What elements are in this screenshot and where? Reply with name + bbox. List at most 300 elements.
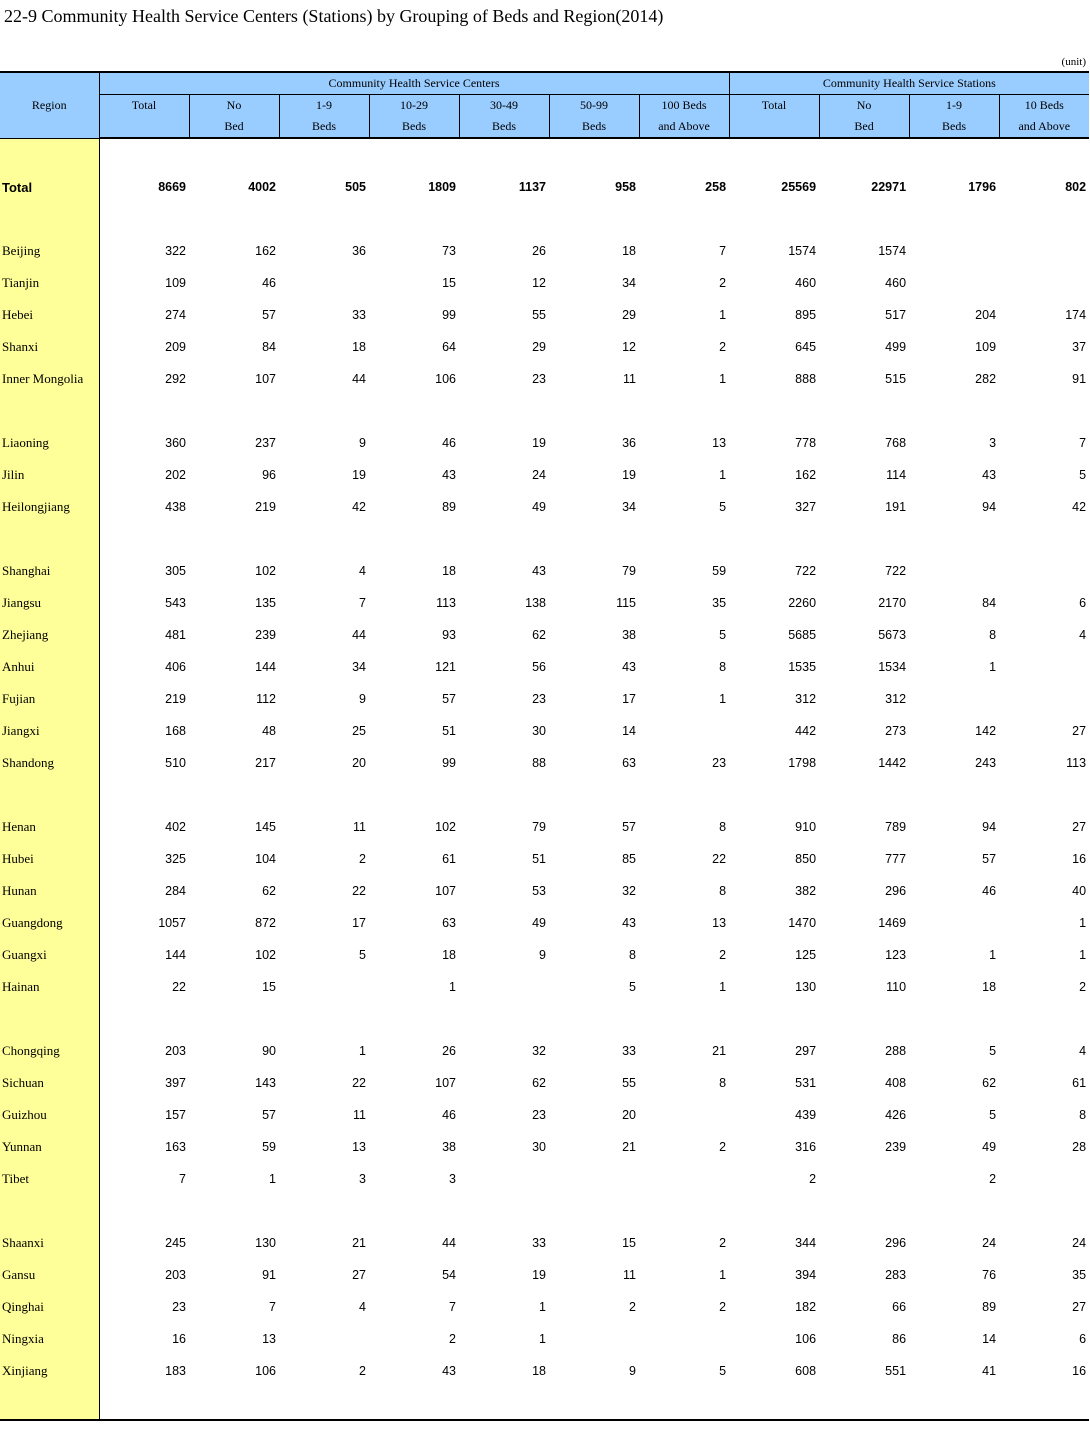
region-cell: Gansu <box>0 1259 99 1291</box>
region-cell: Guangdong <box>0 907 99 939</box>
value-cell: 86 <box>892 1332 907 1346</box>
value-cell: 94 <box>982 500 997 514</box>
value-cell: 4002 <box>248 180 276 194</box>
column-header-line2 <box>730 116 819 137</box>
value-cell: 49 <box>982 1140 997 1154</box>
region-cell: Hubei <box>0 843 99 875</box>
value-cell <box>909 138 999 171</box>
value-cell: 2170 <box>878 596 907 610</box>
value-cell <box>729 395 819 427</box>
value-cell: 1535 <box>788 660 817 674</box>
value-cell: 99 <box>442 756 456 770</box>
value-cell: 258 <box>705 180 727 194</box>
value-cell: 322 <box>165 244 186 258</box>
value-cell: 1 <box>989 948 997 962</box>
value-cell <box>909 1195 999 1227</box>
value-cell: 20 <box>622 1108 636 1122</box>
value-cell: 13 <box>712 436 727 450</box>
value-cell: 36 <box>622 436 636 450</box>
value-cell: 5673 <box>878 628 907 642</box>
value-cell: 84 <box>262 340 276 354</box>
value-cell: 5 <box>1079 468 1087 482</box>
value-cell: 1 <box>719 468 727 482</box>
value-cell: 8 <box>719 1076 727 1090</box>
value-cell: 57 <box>622 820 636 834</box>
value-cell: 202 <box>165 468 186 482</box>
value-cell <box>549 779 639 811</box>
column-header-line2: Beds <box>582 119 606 133</box>
value-cell: 135 <box>255 596 276 610</box>
value-cell: 144 <box>255 660 276 674</box>
value-cell: 33 <box>532 1236 546 1250</box>
value-cell <box>819 779 909 811</box>
value-cell: 408 <box>885 1076 907 1090</box>
value-cell <box>459 779 549 811</box>
value-cell: 21 <box>712 1044 727 1058</box>
column-header-line1: No <box>856 98 872 112</box>
column-header-line1: Total <box>761 98 787 112</box>
value-cell: 203 <box>165 1268 186 1282</box>
value-cell: 30 <box>532 1140 546 1154</box>
value-cell <box>639 1099 729 1131</box>
value-cell: 217 <box>255 756 276 770</box>
value-cell <box>99 1003 189 1035</box>
value-cell: 18 <box>442 564 456 578</box>
value-cell: 29 <box>622 308 636 322</box>
region-cell: Tibet <box>0 1163 99 1195</box>
value-cell: 1 <box>359 1044 366 1058</box>
value-cell: 19 <box>622 468 636 482</box>
column-header-line1: 10-29 <box>400 98 428 112</box>
value-cell <box>909 907 999 939</box>
value-cell <box>819 523 909 555</box>
value-cell: 34 <box>622 276 636 290</box>
value-cell: 26 <box>442 1044 456 1058</box>
table-row <box>0 491 1089 523</box>
value-cell: 48 <box>262 724 276 738</box>
value-cell: 18 <box>352 340 366 354</box>
value-cell: 38 <box>622 628 636 642</box>
value-cell <box>459 138 549 171</box>
region-cell: Henan <box>0 811 99 843</box>
table-row <box>0 299 1089 331</box>
value-cell <box>999 203 1089 235</box>
column-header <box>459 95 549 139</box>
value-cell <box>729 203 819 235</box>
value-cell: 62 <box>532 628 546 642</box>
value-cell: 16 <box>1072 852 1087 866</box>
value-cell: 40 <box>1072 884 1087 898</box>
column-header-line2: Beds <box>402 119 426 133</box>
value-cell: 84 <box>982 596 997 610</box>
value-cell: 22 <box>352 884 366 898</box>
value-cell: 1 <box>719 308 727 322</box>
value-cell <box>279 267 369 299</box>
value-cell: 35 <box>1072 1268 1087 1282</box>
value-cell: 44 <box>442 1236 456 1250</box>
value-cell: 8 <box>989 628 997 642</box>
value-cell: 34 <box>352 660 366 674</box>
value-cell <box>639 1387 729 1420</box>
value-cell: 5 <box>989 1108 997 1122</box>
value-cell: 1 <box>539 1300 546 1314</box>
region-cell: Fujian <box>0 683 99 715</box>
value-cell: 23 <box>172 1300 186 1314</box>
spacer-row <box>0 395 1089 427</box>
value-cell: 9 <box>629 1364 636 1378</box>
value-cell <box>459 395 549 427</box>
value-cell: 90 <box>262 1044 276 1058</box>
value-cell: 76 <box>982 1268 997 1282</box>
column-header <box>999 95 1089 139</box>
value-cell: 1796 <box>968 180 997 194</box>
value-cell: 12 <box>622 340 636 354</box>
value-cell <box>459 203 549 235</box>
value-cell <box>909 203 999 235</box>
value-cell: 113 <box>1066 756 1087 770</box>
value-cell: 778 <box>795 436 817 450</box>
value-cell: 43 <box>982 468 997 482</box>
value-cell <box>549 1387 639 1420</box>
value-cell: 96 <box>262 468 276 482</box>
value-cell <box>279 203 369 235</box>
value-cell <box>999 1163 1089 1195</box>
value-cell: 1469 <box>878 916 907 930</box>
value-cell <box>369 1387 459 1420</box>
region-header: Region <box>0 72 99 138</box>
region-cell <box>0 523 99 555</box>
value-cell: 107 <box>435 884 456 898</box>
value-cell: 12 <box>532 276 546 290</box>
value-cell: 49 <box>532 916 546 930</box>
value-cell: 3 <box>359 1172 366 1186</box>
value-cell: 296 <box>885 884 907 898</box>
value-cell: 174 <box>1065 308 1087 322</box>
value-cell: 14 <box>982 1332 997 1346</box>
value-cell: 34 <box>622 500 636 514</box>
value-cell: 2 <box>809 1172 817 1186</box>
value-cell <box>279 779 369 811</box>
value-cell: 61 <box>1072 1076 1087 1090</box>
value-cell: 608 <box>795 1364 817 1378</box>
table-row <box>0 715 1089 747</box>
value-cell: 1 <box>449 980 456 994</box>
region-cell: Jiangxi <box>0 715 99 747</box>
value-cell: 438 <box>165 500 186 514</box>
value-cell: 13 <box>712 916 727 930</box>
region-cell: Tianjin <box>0 267 99 299</box>
column-header <box>189 95 279 139</box>
value-cell: 43 <box>622 660 636 674</box>
region-cell: Chongqing <box>0 1035 99 1067</box>
value-cell: 7 <box>1079 436 1087 450</box>
value-cell: 85 <box>622 852 636 866</box>
value-cell: 2 <box>1079 980 1087 994</box>
value-cell <box>189 1195 279 1227</box>
region-cell: Ningxia <box>0 1323 99 1355</box>
value-cell <box>999 138 1089 171</box>
value-cell: 325 <box>165 852 186 866</box>
value-cell: 44 <box>352 372 366 386</box>
value-cell: 204 <box>975 308 997 322</box>
value-cell: 219 <box>165 692 186 706</box>
value-cell: 79 <box>622 564 636 578</box>
value-cell <box>369 395 459 427</box>
table-row <box>0 363 1089 395</box>
column-header-line1: No <box>226 98 242 112</box>
centers-group-header: Community Health Service Centers <box>99 72 729 95</box>
region-cell: Zhejiang <box>0 619 99 651</box>
value-cell: 73 <box>442 244 456 258</box>
value-cell: 1 <box>719 372 727 386</box>
value-cell: 5 <box>719 628 727 642</box>
value-cell: 510 <box>165 756 186 770</box>
value-cell <box>99 203 189 235</box>
value-cell: 24 <box>532 468 546 482</box>
value-cell: 91 <box>262 1268 276 1282</box>
value-cell: 106 <box>795 1332 817 1346</box>
stations-group-header: Community Health Service Stations <box>729 72 1089 95</box>
value-cell: 89 <box>442 500 456 514</box>
value-cell: 7 <box>719 244 727 258</box>
page-title: 22-9 Community Health Service Centers (Stations) by Grouping of Beds and Region(2014) <box>4 6 664 26</box>
value-cell: 157 <box>165 1108 186 1122</box>
value-cell <box>549 1003 639 1035</box>
value-cell: 239 <box>255 628 276 642</box>
value-cell: 499 <box>885 340 907 354</box>
region-cell: Sichuan <box>0 1067 99 1099</box>
value-cell: 43 <box>442 468 456 482</box>
region-cell: Shaanxi <box>0 1227 99 1259</box>
value-cell: 32 <box>532 1044 546 1058</box>
value-cell: 28 <box>1072 1140 1087 1154</box>
value-cell: 1 <box>539 1332 546 1346</box>
value-cell: 57 <box>442 692 456 706</box>
spacer-row <box>0 523 1089 555</box>
value-cell: 2 <box>719 1140 727 1154</box>
value-cell <box>189 779 279 811</box>
value-cell: 46 <box>262 276 276 290</box>
value-cell: 645 <box>795 340 817 354</box>
value-cell: 442 <box>795 724 817 738</box>
value-cell: 46 <box>442 1108 456 1122</box>
value-cell: 62 <box>262 884 276 898</box>
value-cell: 789 <box>885 820 907 834</box>
value-cell: 11 <box>353 820 366 834</box>
region-cell: Guangxi <box>0 939 99 971</box>
value-cell <box>99 138 189 171</box>
value-cell: 344 <box>795 1236 817 1250</box>
value-cell: 327 <box>795 500 817 514</box>
value-cell: 63 <box>442 916 456 930</box>
value-cell: 6 <box>1079 1332 1087 1346</box>
column-header <box>909 95 999 139</box>
value-cell: 1470 <box>788 916 817 930</box>
table-row <box>0 1291 1089 1323</box>
value-cell: 138 <box>525 596 546 610</box>
region-cell <box>0 203 99 235</box>
value-cell: 2 <box>449 1332 456 1346</box>
value-cell: 107 <box>255 372 276 386</box>
value-cell: 219 <box>255 500 276 514</box>
value-cell: 25569 <box>781 180 817 194</box>
value-cell: 64 <box>442 340 456 354</box>
value-cell: 27 <box>1072 820 1087 834</box>
value-cell: 2 <box>719 1300 727 1314</box>
value-cell: 44 <box>352 628 366 642</box>
value-cell: 768 <box>885 436 907 450</box>
value-cell: 5 <box>359 948 366 962</box>
value-cell <box>639 138 729 171</box>
value-cell <box>369 779 459 811</box>
value-cell: 910 <box>795 820 817 834</box>
value-cell: 2 <box>719 1236 727 1250</box>
value-cell: 49 <box>532 500 546 514</box>
value-cell: 872 <box>255 916 276 930</box>
value-cell: 245 <box>165 1236 186 1250</box>
spacer-row <box>0 1003 1089 1035</box>
value-cell: 243 <box>975 756 997 770</box>
value-cell <box>459 1163 549 1195</box>
value-cell: 63 <box>622 756 636 770</box>
value-cell: 57 <box>262 1108 276 1122</box>
value-cell: 20 <box>352 756 366 770</box>
value-cell: 130 <box>255 1236 276 1250</box>
value-cell: 114 <box>886 468 907 482</box>
spacer-row <box>0 1195 1089 1227</box>
value-cell: 2 <box>629 1300 636 1314</box>
value-cell: 18 <box>982 980 997 994</box>
value-cell: 56 <box>532 660 546 674</box>
value-cell: 6 <box>1079 596 1087 610</box>
table-row <box>0 1035 1089 1067</box>
value-cell <box>639 1003 729 1035</box>
value-cell: 4 <box>359 564 366 578</box>
value-cell: 2 <box>359 1364 366 1378</box>
value-cell: 54 <box>442 1268 456 1282</box>
value-cell: 505 <box>345 180 366 194</box>
value-cell: 543 <box>165 596 186 610</box>
value-cell: 1137 <box>518 180 546 194</box>
value-cell: 312 <box>885 692 907 706</box>
value-cell: 109 <box>975 340 997 354</box>
value-cell: 209 <box>165 340 186 354</box>
value-cell: 14 <box>622 724 636 738</box>
value-cell <box>909 395 999 427</box>
column-header-line1: 50-99 <box>580 98 608 112</box>
value-cell: 1 <box>719 692 727 706</box>
value-cell: 43 <box>622 916 636 930</box>
value-cell <box>99 1195 189 1227</box>
table-row <box>0 427 1089 459</box>
value-cell: 113 <box>436 596 456 610</box>
value-cell <box>819 395 909 427</box>
value-cell: 191 <box>885 500 907 514</box>
region-cell: Jiangsu <box>0 587 99 619</box>
value-cell <box>819 1163 909 1195</box>
column-header <box>279 95 369 139</box>
value-cell: 107 <box>435 1076 456 1090</box>
value-cell: 273 <box>885 724 907 738</box>
value-cell: 1534 <box>878 660 907 674</box>
table-row <box>0 1099 1089 1131</box>
value-cell: 239 <box>885 1140 907 1154</box>
value-cell <box>639 715 729 747</box>
value-cell: 35 <box>712 596 727 610</box>
value-cell <box>639 1163 729 1195</box>
value-cell <box>459 1387 549 1420</box>
value-cell <box>279 1323 369 1355</box>
value-cell: 3 <box>989 436 997 450</box>
value-cell: 360 <box>165 436 186 450</box>
value-cell: 1057 <box>158 916 186 930</box>
value-cell: 316 <box>795 1140 817 1154</box>
value-cell <box>99 1387 189 1420</box>
region-cell: Heilongjiang <box>0 491 99 523</box>
value-cell: 46 <box>982 884 997 898</box>
value-cell: 37 <box>1072 340 1087 354</box>
region-cell: Qinghai <box>0 1291 99 1323</box>
value-cell: 61 <box>442 852 456 866</box>
value-cell: 121 <box>435 660 456 674</box>
value-cell: 79 <box>532 820 546 834</box>
region-cell: Shanxi <box>0 331 99 363</box>
value-cell: 102 <box>435 820 456 834</box>
value-cell <box>189 395 279 427</box>
value-cell <box>369 1003 459 1035</box>
value-cell: 8 <box>719 820 727 834</box>
column-header-line1: 1-9 <box>946 98 963 112</box>
value-cell <box>999 1003 1089 1035</box>
value-cell: 23 <box>532 372 546 386</box>
value-cell: 102 <box>255 564 276 578</box>
value-cell: 15 <box>262 980 276 994</box>
value-cell: 27 <box>1072 724 1087 738</box>
value-cell <box>909 1003 999 1035</box>
value-cell: 292 <box>165 372 186 386</box>
table-row <box>0 683 1089 715</box>
region-cell <box>0 1195 99 1227</box>
column-header <box>819 95 909 139</box>
table-row <box>0 971 1089 1003</box>
value-cell <box>369 1195 459 1227</box>
value-cell <box>909 235 999 267</box>
value-cell <box>819 138 909 171</box>
value-cell <box>549 1163 639 1195</box>
value-cell: 777 <box>885 852 907 866</box>
value-cell: 481 <box>165 628 186 642</box>
value-cell: 722 <box>885 564 907 578</box>
region-cell: Beijing <box>0 235 99 267</box>
value-cell <box>909 1387 999 1420</box>
value-cell: 162 <box>255 244 276 258</box>
value-cell: 7 <box>179 1172 186 1186</box>
column-header <box>729 95 819 139</box>
value-cell: 8 <box>629 948 636 962</box>
region-cell: Shanghai <box>0 555 99 587</box>
value-cell: 123 <box>885 948 907 962</box>
region-cell: Guizhou <box>0 1099 99 1131</box>
value-cell <box>909 683 999 715</box>
column-header-line2: and Above <box>658 119 710 133</box>
value-cell <box>729 779 819 811</box>
region-cell: Yunnan <box>0 1131 99 1163</box>
value-cell <box>279 1003 369 1035</box>
value-cell: 145 <box>255 820 276 834</box>
value-cell: 297 <box>795 1044 817 1058</box>
value-cell: 33 <box>352 308 366 322</box>
value-cell: 13 <box>352 1140 366 1154</box>
